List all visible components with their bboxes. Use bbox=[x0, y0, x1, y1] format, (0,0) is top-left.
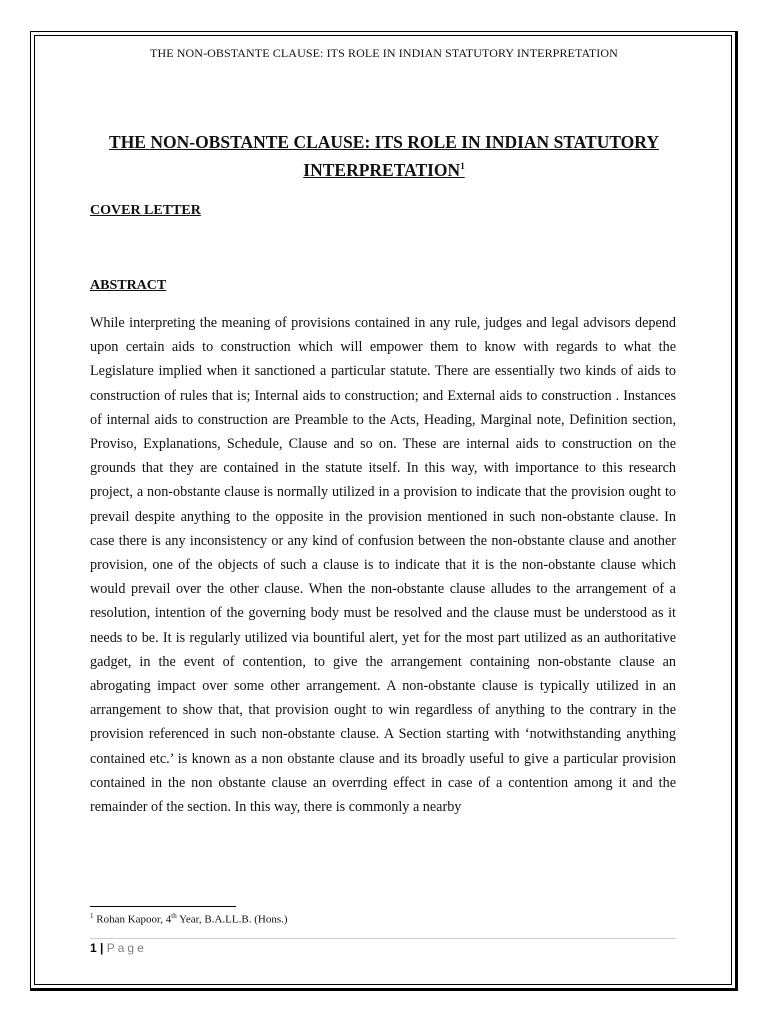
page-footer bbox=[90, 941, 147, 955]
footnote-text-start: Rohan Kapoor, 4 bbox=[93, 913, 172, 926]
page-number: 1 bbox=[90, 941, 97, 955]
running-header: THE NON-OBSTANTE CLAUSE: ITS ROLE IN INDIAN STATUTORY INTERPRETATION bbox=[150, 46, 618, 60]
title-line-1: THE NON-OBSTANTE CLAUSE: ITS ROLE IN INDIAN STATUTORY bbox=[109, 132, 659, 152]
footnote-separator bbox=[90, 906, 236, 907]
title-line-2: INTERPRETATION bbox=[303, 160, 461, 180]
page-separator: | bbox=[100, 941, 104, 955]
page-label: Page bbox=[106, 941, 147, 955]
cover-letter-heading: COVER LETTER bbox=[90, 203, 201, 218]
abstract-paragraph: While interpreting the meaning of provisions contained in any rule, judges and legal advisors depend upon certain aids to construction which will empower them to know with regards to what the Legislature implied when it sanctioned a particular statute. There are essentially two kinds of aids to construction of rules that is; Internal aids to construction; and External aids to construction . Instances of internal aids to construction are Preamble to the Acts, Heading, Marginal note, Definition section, Proviso, Explanations, Schedule, Clause and so on. These are internal aids to construction on the grounds that they are contained in the statute itself. In this way, with importance to this research project, a non-obstante clause is normally utilized in a provision to indicate that the provision ought to prevail despite anything to the opposite in the provision mentioned in such non-obstante clause. In case there is any inconsistency or any kind of confusion between the non-obstante clause and another provision, one of the objects of such a clause is to indicate that it is the non-obstante clause which would prevail over the other clause. When the non-obstante clause alludes to the arrangement of a resolution, intention of the governing body must be resolved and the clause must be understood as it needs to be. It is regularly utilized via bountiful alert, yet for the most part utilized as an authoritative gadget, in the event of contention, to give the arrangement containing non-obstante clause an abrogating impact over some other arrangement. A non-obstante clause is typically utilized in an arrangement to show that, that provision ought to win regardless of anything to the contrary in the provision referenced in such non-obstante clause. A Section starting with ‘notwithstanding anything contained etc.’ is known as a non obstante clause and its broadly useful to give a particular provision contained in the non obstante clause an overrding effect in case of a contention among it and the remainder of the section. In this way, there is commonly a nearby bbox=[90, 315, 676, 816]
abstract-heading: ABSTRACT bbox=[90, 278, 167, 293]
title-footnote-ref[interactable]: 1 bbox=[460, 161, 465, 172]
footnote-number: 1 bbox=[90, 912, 94, 920]
footnote bbox=[90, 912, 288, 926]
footnote-text-end: Year, B.A.LL.B. (Hons.) bbox=[176, 913, 288, 926]
footer-separator bbox=[90, 938, 676, 939]
document-title bbox=[60, 128, 708, 184]
footnote-ordinal-suffix: th bbox=[171, 912, 177, 920]
